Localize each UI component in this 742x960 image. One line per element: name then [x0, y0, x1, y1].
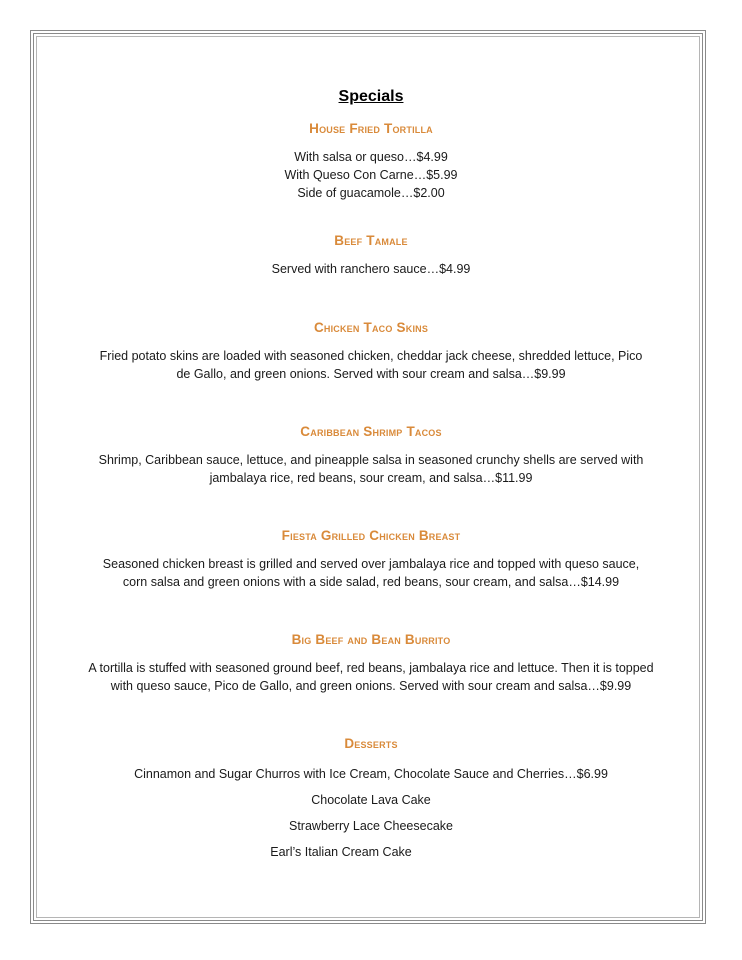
section-heading: Desserts [344, 736, 398, 751]
section-chicken-taco-skins [40, 319, 702, 383]
section-heading: Chicken Taco Skins [313, 320, 429, 335]
dessert-item: Chocolate Lava Cake [311, 793, 431, 807]
dessert-item: Earl’s Italian Cream Cake [270, 845, 412, 859]
section-beef-tamale [40, 232, 702, 278]
section-heading: Beef Tamale [334, 233, 408, 248]
menu-line: With Queso Con Carne…$5.99 [284, 168, 458, 182]
menu-description: Shrimp, Caribbean sauce, lettuce, and pineapple salsa in seasoned crunchy shells are served with jambalaya rice, red beans, sour cream, and salsa…$11.99 [98, 453, 644, 485]
section-big-beef-bean-burrito [40, 631, 702, 695]
section-heading: Fiesta Grilled Chicken Breast [281, 528, 461, 543]
section-caribbean-shrimp-tacos [40, 423, 702, 487]
menu-line: Served with ranchero sauce…$4.99 [271, 262, 471, 276]
menu-description: Seasoned chicken breast is grilled and served over jambalaya rice and topped with queso sauce, corn salsa and green onions with a side salad, red beans, sour cream, and salsa…$14.99 [102, 557, 640, 589]
menu-line: Side of guacamole…$2.00 [297, 186, 445, 200]
section-heading: House Fried Tortilla [309, 121, 433, 136]
dessert-item: Strawberry Lace Cheesecake [289, 819, 453, 833]
menu-description: Fried potato skins are loaded with seasoned chicken, cheddar jack cheese, shredded lettuce, Pico de Gallo, and green onions. Served with sour cream and salsa…$9.99 [99, 349, 643, 381]
section-desserts [40, 735, 702, 763]
menu-description: A tortilla is stuffed with seasoned ground beef, red beans, jambalaya rice and lettuce. Then it is topped with queso sauce, Pico de Gallo, and green onions. Served with sour cream and salsa…$9.99 [88, 661, 654, 693]
section-fiesta-grilled-chicken-breast [40, 527, 702, 591]
dessert-item: Cinnamon and Sugar Churros with Ice Cream, Chocolate Sauce and Cherries…$6.99 [134, 767, 608, 781]
section-heading: Big Beef and Bean Burrito [291, 632, 451, 647]
section-heading: Caribbean Shrimp Tacos [300, 424, 442, 439]
menu-line: With salsa or queso…$4.99 [294, 150, 448, 164]
section-house-fried-tortilla [40, 120, 702, 202]
page-title: Specials [338, 88, 404, 105]
